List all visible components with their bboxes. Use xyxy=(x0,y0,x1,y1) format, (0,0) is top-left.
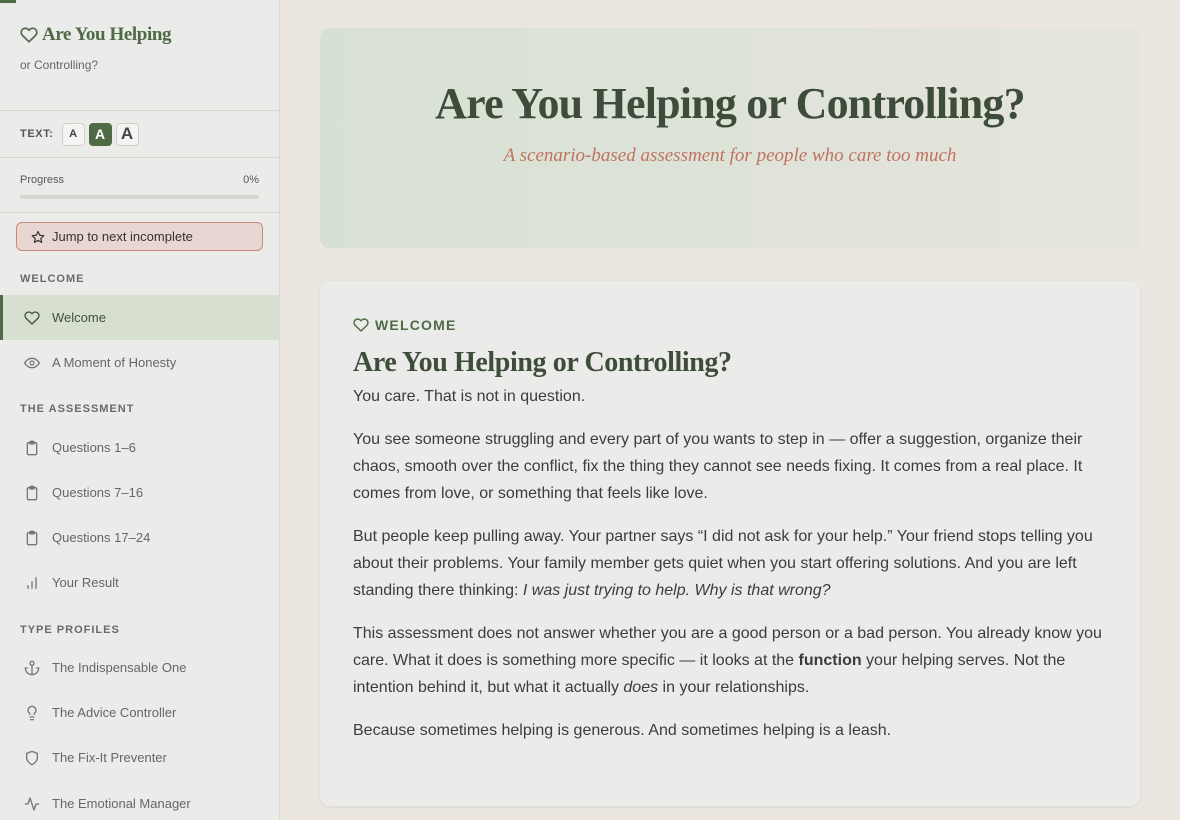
heart-icon xyxy=(20,26,38,44)
progress-label: Progress xyxy=(20,174,65,186)
nav-item-indispensable-one[interactable] xyxy=(0,645,279,690)
jump-label: Jump to next incomplete xyxy=(52,229,193,244)
card-paragraph-3 xyxy=(353,523,1107,604)
nav-item-label: Welcome xyxy=(52,310,106,325)
eye-icon xyxy=(24,355,40,371)
text-size-small-button[interactable]: A xyxy=(62,123,85,146)
nav-item-welcome[interactable] xyxy=(0,295,279,340)
jump-to-next-incomplete-button[interactable] xyxy=(16,222,263,251)
card-paragraph-4-text-c: in your relationships. xyxy=(658,679,810,696)
card-paragraph-2: You see someone struggling and every part of you wants to step in — offer a suggestion, organize their chaos, smooth over the conflict, fix the thing they cannot see needs fixing. It comes from a real place. It comes from love, or something that feels like love. xyxy=(353,431,1083,502)
brand xyxy=(0,0,279,111)
nav-item-questions-17-24[interactable] xyxy=(0,515,279,560)
lightbulb-icon xyxy=(24,705,40,721)
hero-subtitle: A scenario-based assessment for people who care too much xyxy=(503,145,957,166)
text-size-control xyxy=(0,111,279,158)
progress-section xyxy=(0,158,279,213)
nav-item-label: Questions 1–6 xyxy=(52,440,136,455)
card-paragraph-3-text: But people keep pulling away. Your partner says “I did not ask for your help.” Your friend stops telling you about their problems. Your family member gets quiet when you start offering solutions. And you are left standing there thinking: xyxy=(353,528,1093,599)
shield-icon xyxy=(24,750,40,766)
clipboard-icon xyxy=(24,440,40,456)
nav-item-label: Questions 7–16 xyxy=(52,485,144,500)
nav-item-label: Questions 17–24 xyxy=(52,530,151,545)
main-content xyxy=(280,0,1180,820)
nav-item-label: A Moment of Honesty xyxy=(52,355,177,370)
nav-item-label: The Emotional Manager xyxy=(52,796,191,811)
progress-track xyxy=(20,195,259,199)
progress-value: 0% xyxy=(243,174,259,186)
card-paragraph-1: You care. That is not in question. xyxy=(353,388,586,405)
card-paragraph-4 xyxy=(353,620,1107,701)
nav-item-questions-1-6[interactable] xyxy=(0,425,279,470)
section-label-type-profiles: TYPE PROFILES xyxy=(20,624,120,636)
card-paragraph-5: Because sometimes helping is generous. And sometimes helping is a leash. xyxy=(353,722,892,739)
anchor-icon xyxy=(24,660,40,676)
section-label-welcome: WELCOME xyxy=(20,273,85,285)
nav-item-emotional-manager[interactable] xyxy=(0,781,279,820)
card-paragraph-3-emphasis: I was just trying to help. Why is that wrong? xyxy=(522,582,831,599)
activity-icon xyxy=(24,796,40,812)
text-size-label: TEXT: xyxy=(20,128,54,140)
nav-item-label: The Indispensable One xyxy=(52,660,187,675)
card-paragraph-4-emphasis: does xyxy=(623,679,659,696)
text-size-large-button[interactable]: A xyxy=(116,123,139,146)
brand-title[interactable] xyxy=(20,24,259,46)
card-eyebrow xyxy=(353,317,1107,333)
sidebar xyxy=(0,0,280,820)
clipboard-icon xyxy=(24,485,40,501)
nav-item-your-result[interactable] xyxy=(0,560,279,605)
brand-subtitle: or Controlling? xyxy=(20,58,99,72)
card-paragraph-4-text-b: your helping serves. Not the intention behind it, but what it actually xyxy=(353,652,1066,696)
nav-item-advice-controller[interactable] xyxy=(0,690,279,735)
heart-icon xyxy=(353,317,369,333)
nav-item-questions-7-16[interactable] xyxy=(0,470,279,515)
card-paragraph-4-text-a: This assessment does not answer whether you are a good person or a bad person. You already know you care. What it does is something more specific — it looks at the xyxy=(353,625,1102,669)
nav-item-fix-it-preventer[interactable] xyxy=(0,735,279,780)
nav-item-label: The Fix-It Preventer xyxy=(52,750,167,765)
card-title: Are You Helping or Controlling? xyxy=(353,347,732,378)
top-accent-bar xyxy=(0,0,16,3)
hero-title: Are You Helping or Controlling? xyxy=(435,79,1025,128)
nav-item-label: Your Result xyxy=(52,575,119,590)
section-label-assessment: THE ASSESSMENT xyxy=(20,403,135,415)
heart-icon xyxy=(24,310,40,326)
brand-title-text: Are You Helping xyxy=(42,24,172,45)
card-paragraph-4-strong: function xyxy=(798,652,862,669)
hero-banner xyxy=(320,28,1140,248)
text-size-medium-button[interactable]: A xyxy=(89,123,112,146)
bar-chart-icon xyxy=(24,575,40,591)
welcome-card xyxy=(320,281,1140,806)
nav-item-label: The Advice Controller xyxy=(52,705,177,720)
card-eyebrow-label: WELCOME xyxy=(375,317,457,333)
clipboard-icon xyxy=(24,530,40,546)
nav-item-moment-of-honesty[interactable] xyxy=(0,340,279,385)
star-icon xyxy=(31,230,45,244)
